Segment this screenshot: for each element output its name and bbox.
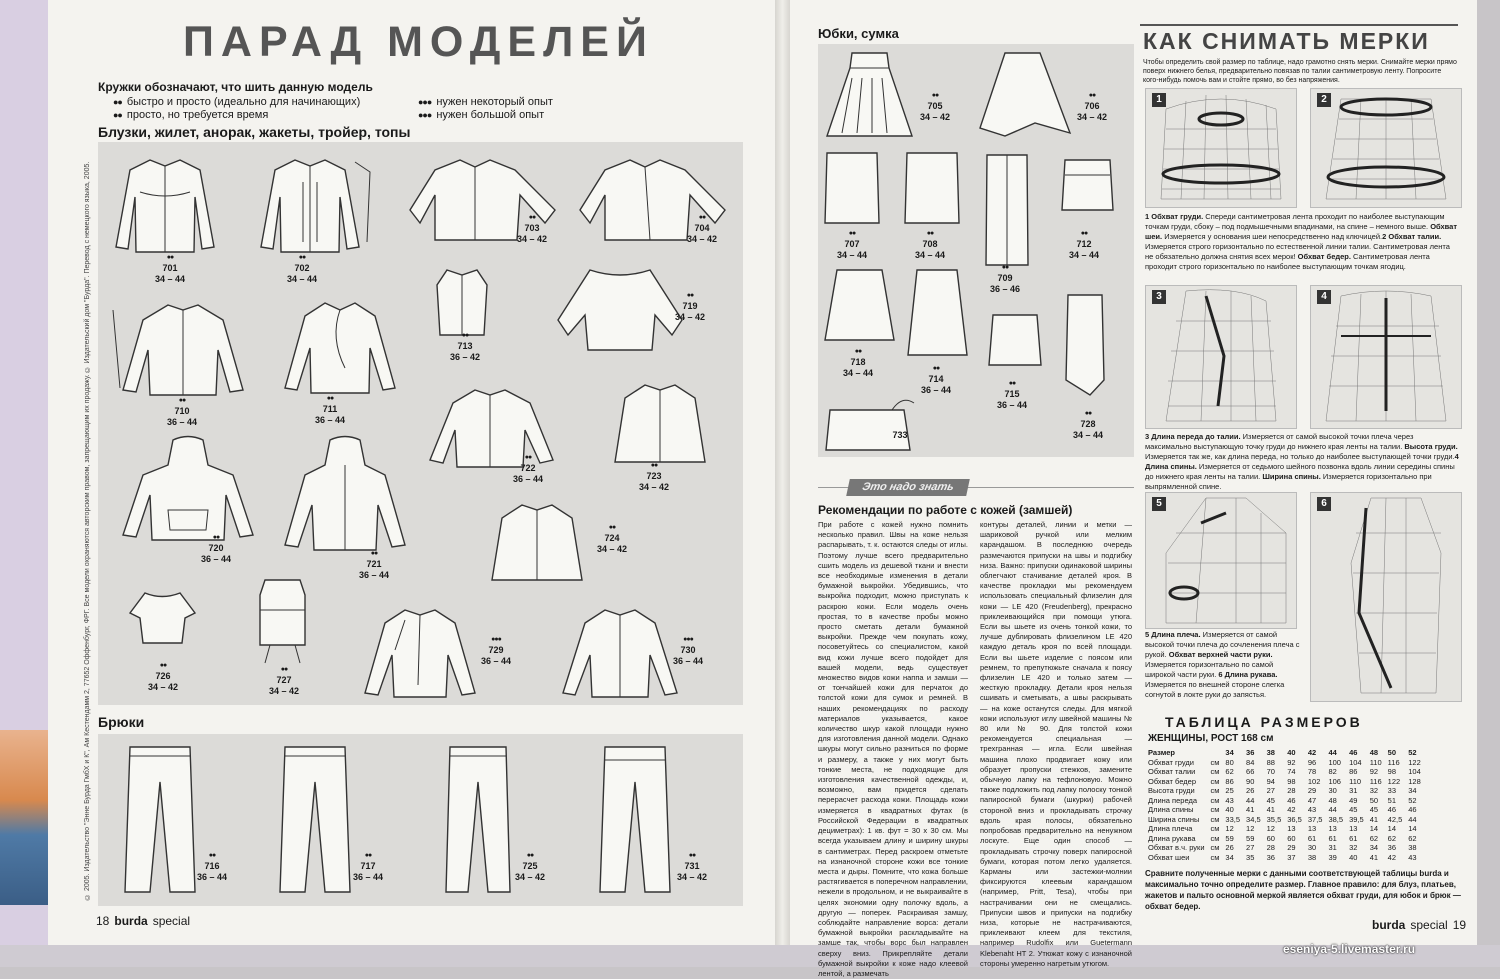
section-heading-tops: Блузки, жилет, анорак, жакеты, тройер, топы (98, 124, 411, 140)
table-header-cell: 46 (1349, 748, 1358, 758)
table-cell: 82 (1328, 767, 1337, 777)
model-label: ●● 717 36 – 44 (352, 852, 384, 882)
table-cell: 116 (1387, 757, 1400, 767)
table-header-cell: 52 (1408, 748, 1417, 758)
page-footer-right: burda special 19 (1372, 918, 1467, 932)
table-header-cell: 36 (1246, 748, 1255, 758)
jacket-sketch (610, 380, 710, 470)
table-cell: 74 (1287, 767, 1296, 777)
model-label: ●● 716 36 – 44 (196, 852, 228, 882)
table-header-cell: 50 (1387, 748, 1396, 758)
table-row (1145, 758, 1424, 768)
dots-icon: ●● (113, 110, 122, 120)
model-label: ●● 710 36 – 44 (166, 397, 198, 427)
measure-panel: 1 (1145, 88, 1297, 208)
rec-text-col1: При работе с кожей нужно помнить несколько правил. Швы на коже нельзя распарывать, т. к. остаются следы от иглы. Поэтому лучше всего предварительно сшить модель из дешевой ткани и внести все необходимые изменения в детали бумажной выкройки. Убедившись, что выкройка подходит, можно приступать к раскрою кожи. Если модель очень простая, то в качестве пробы можно просто сметать детали бумажной выкройки. Прежде чем покупать кожу, посоветуйтесь со специалистом, какой вид кожи лучше всего подойдет для вашей модели, ведь существует множество видов кожи наппа и замши — от тончайшей кожи для перчаток до толстой кожи для сумок и ремней. В наших рекомендациях по расходу материалов указывается, какое количество шкур какой площади нужно для изготовления данной модели. Однако шкуры могут сильно разниться по форме и размеру, а также у них могут быть тонкие места, не подходящие для изготовления качественной одежды, и, возможно, вам придется сделать перерасчет расхода кожи. Площадь кожи измеряется в квадратных футах (в Российской Федерации в квадратных дециметрах): 1 кв. фут = 30 х 30 см. Мы всегда указываем длину и ширину шкуры в сантиметрах. Перед раскроем отметьте на изнаночной стороне кожи все тонкие места и дыры. Помните, что кожа больше растягивается в поперечном направлении, нежели в продольном, и не выкраивайте в целях экономии одну полочку вдоль, а другую — поперек. Раскраивая замшу, соблюдайте направление ворса: детали бумажной выкройки раскладывайте на замше так, чтобы ворс был направлен сверху вниз. Прикрепляйте детали бумажной выкройки к коже надо клеевой лентой, а размечать (818, 520, 968, 978)
table-cell: 78 (1307, 767, 1317, 777)
table-cell: 70 (1266, 767, 1275, 777)
model-label: ●● 709 36 – 46 (989, 264, 1021, 294)
table-cell: 13 (1287, 824, 1296, 834)
table-cell: 26 (1246, 786, 1255, 796)
table-cell: 41 (1369, 814, 1379, 824)
table-cell: 30 (1328, 786, 1337, 796)
table-cell: 13 (1349, 824, 1358, 834)
bag-sketch (822, 395, 917, 455)
table-cell: 106 (1328, 776, 1341, 786)
table-row (1145, 777, 1424, 787)
table-cell: 110 (1369, 757, 1382, 767)
model-label: ●● 725 34 – 42 (514, 852, 546, 882)
model-label: ●●● 730 36 – 44 (672, 636, 704, 666)
table-cell: 96 (1307, 757, 1317, 767)
table-cell: 14 (1387, 824, 1396, 834)
table-cell: 29 (1307, 786, 1317, 796)
table-cell: 110 (1349, 776, 1362, 786)
table-cell: см (1210, 833, 1220, 843)
table-cell: 42 (1387, 852, 1396, 862)
torso-shoulder-icon (1146, 493, 1296, 628)
model-label: ●● 708 34 – 44 (914, 230, 946, 260)
table-cell: 116 (1369, 776, 1382, 786)
table-cell: 39 (1328, 852, 1337, 862)
model-label: ●● 720 36 – 44 (200, 534, 232, 564)
table-cell: Обхват талии (1148, 767, 1196, 777)
legend-heading: Кружки обозначают, что шить данную модель (98, 80, 373, 94)
table-header-cell: 44 (1328, 748, 1337, 758)
table-cell: 46 (1287, 795, 1296, 805)
table-cell: 26 (1225, 843, 1234, 853)
skirt-sketch (985, 310, 1045, 370)
skirt-sketch (1060, 155, 1115, 215)
table-cell: 61 (1349, 833, 1358, 843)
bottom-bar (0, 945, 1500, 967)
table-row (1145, 767, 1424, 777)
legend-item: ●●● нужен большой опыт (418, 109, 545, 121)
model-label: ●● 718 34 – 44 (842, 348, 874, 378)
table-cell: 52 (1408, 795, 1417, 805)
table-cell: 90 (1246, 776, 1255, 786)
table-cell: 44 (1408, 814, 1417, 824)
top-sketch (250, 575, 315, 670)
table-cell: 104 (1408, 767, 1421, 777)
table-cell: Высота груди (1148, 786, 1195, 796)
table-cell: Длина переда (1148, 795, 1197, 805)
table-cell: Ширина спины (1148, 814, 1200, 824)
table-cell: 62 (1225, 767, 1234, 777)
table-cell: 102 (1307, 776, 1321, 786)
torso-front-icon (1146, 89, 1296, 207)
section-heading-pants: Брюки (98, 714, 145, 730)
model-label: ●● 711 36 – 44 (314, 395, 346, 425)
measure-text-3-4: 3 Длина переда до талии. Измеряется от самой высокой точки плеча через максимально выступающую точку груди до нижнего края ленты на талии. Высота груди. Измеряется так же, как длина переда, но только до наиболее выступающей точки груди.4 Длина спины. Измеряется от седьмого шейного позвонка вдоль линии середины спины до нижнего края ленты на талии. Ширина спины. Измеряется горизонтально при выпрямленной спине. (1145, 432, 1459, 491)
table-cell: Обхват груди (1148, 757, 1194, 767)
table-cell: 27 (1246, 843, 1255, 853)
model-label: ●● 719 34 – 42 (674, 292, 706, 322)
skirt-sketch (822, 48, 917, 143)
table-header-cell: 48 (1369, 748, 1379, 758)
top-sketch (125, 588, 200, 648)
skirt-sketch (822, 265, 897, 345)
table-cell: 13 (1328, 824, 1337, 834)
table-row (1145, 853, 1424, 863)
table-cell: 37 (1287, 852, 1296, 862)
table-cell: см (1210, 767, 1220, 777)
table-header-cell: 34 (1225, 748, 1234, 758)
table-cell: Длина спины (1148, 805, 1194, 815)
table-cell: 38 (1408, 843, 1417, 853)
anorak-sketch (108, 300, 258, 400)
table-cell: 104 (1349, 757, 1362, 767)
table-cell: 41 (1266, 805, 1275, 815)
model-label: ●● 721 36 – 44 (358, 550, 390, 580)
rec-text-col2: контуры деталей, линии и метки — шариковой ручкой или мелким карандашом. В последнюю очередь размечаются припуски на швы и подгибку низа. Важно: припуски одинаковой ширины облегчают стачивание деталей кроя. В качестве прокладки мы рекомендуем использовать специальный флизелин для кожи — LE 420 (Freudenberg), прекрасно приклеивающийся при помощи утюга. Если вы шьете из очень тонкой кожи, то лучше дублировать флизелином LE 420 каждую деталь кроя по всей площади. Если вы шьете изделие с поясом или ремнем, то препутюжьте сначала к поясу флизелин LE 420 и только затем — жесткую прокладку. Детали кроя нельзя сшивать и сметывать, а швы раскрывать — на коже останутся следы. Для мягкой кожи используют иглу швейной машины № 80 или № 90. Для толстой кожи рекомендуется специальная — трехгранная — игла. Если швейная машина плохо продвигает кожу или образует пропуски стежков, замените обычную лапку на тефлоновую. Можно также подложить под лапку полоску тонкой папиросной бумаги (шкурки) рабочей стороной вниз и прокладывать строчку вдоль края полосы, обязательно попробовав предварительно на ненужном лоскуте. Еще один способ — прокладывать строчку поверх папиросной бумаги, которая потом легко удаляется. Карманы или застежки-молнии фиксируются клеевым карандашом (например, Pritt, Tesa), чтобы при настрачивании они не смещались. Припуски швов и припуски на подгибку низа, которые не настрачиваются, приклеивают клеем для текстиля, например Rudolfix или Guetermann Klebenaht HT 2. Утюжат кожу с изнаночной стороны умеренно нагретым утюгом. (980, 520, 1132, 968)
table-cell: 33,5 (1225, 814, 1241, 824)
table-cell: 40 (1225, 805, 1234, 815)
table-cell: см (1210, 814, 1220, 824)
blouse-sketch (255, 152, 375, 257)
table-cell: 43 (1225, 795, 1234, 805)
jacket-sketch (555, 605, 685, 700)
table-header-cell: 42 (1307, 748, 1317, 758)
table-header-cell: 40 (1287, 748, 1296, 758)
top-sketch (550, 260, 690, 355)
table-header-cell: 38 (1266, 748, 1275, 758)
table-row (1145, 843, 1424, 853)
model-label: ●● 714 36 – 44 (920, 365, 952, 395)
torso-side-icon (1146, 286, 1296, 428)
table-cell: 36 (1387, 843, 1396, 853)
table-cell: см (1210, 795, 1220, 805)
skirt-sketch (975, 48, 1075, 143)
table-cell: 46 (1408, 805, 1417, 815)
table-header-row (1145, 748, 1424, 758)
trousers-sketch (438, 742, 518, 897)
table-cell: 33 (1387, 786, 1396, 796)
model-label: ●● 715 36 – 44 (996, 380, 1028, 410)
page-footer-left: 18 burda special (96, 914, 191, 928)
table-cell: 45 (1369, 805, 1379, 815)
page-title: ПАРАД МОДЕЛЕЙ (183, 18, 654, 66)
copyright-note: © 2005. Издательство "Энне Бурда ГмбХ и К", Ам Кестендамм 2, 77652 Оффенбург, ФРГ. Все модели охраняются авторским правом, запрещающим их продажу. © Издательский дом "Бурда". Перевод с немецкого языка, 2005. (84, 161, 91, 900)
table-cell: 40 (1349, 852, 1358, 862)
model-label: ●● 728 34 – 44 (1072, 410, 1104, 440)
table-cell: 28 (1266, 843, 1275, 853)
model-label: ●● 724 34 – 42 (596, 524, 628, 554)
model-label: ●● 703 34 – 42 (516, 214, 548, 244)
table-cell: 27 (1266, 786, 1275, 796)
table-cell: 39,5 (1349, 814, 1364, 824)
table-row (1145, 786, 1424, 796)
table-cell: 35 (1246, 852, 1255, 862)
model-label: ●● 702 34 – 44 (286, 254, 318, 284)
table-row (1145, 805, 1424, 815)
know-badge: Это надо знать (846, 479, 970, 496)
measure-panel: 5 (1145, 492, 1297, 629)
compare-note: Сравните полученные мерки с данными соответствующей таблицы burda и максимально точно определите размер. Главное правило: для блуз, платьев, жакетов и пальто основной меркой является обхват груди, для юбок и брюк — обхват бедер. (1145, 869, 1461, 911)
table-cell: см (1210, 776, 1220, 786)
table-cell: см (1210, 786, 1220, 796)
table-cell: 12 (1266, 824, 1275, 834)
table-cell: 46 (1387, 805, 1396, 815)
model-label: ●● 705 34 – 42 (919, 92, 951, 122)
divider (1140, 24, 1458, 26)
table-cell: 44 (1246, 795, 1255, 805)
measure-panel: 3 (1145, 285, 1297, 429)
table-cell: 61 (1307, 833, 1317, 843)
table-cell: 34 (1408, 786, 1417, 796)
skirt-sketch (822, 148, 882, 228)
table-cell: 34,5 (1246, 814, 1261, 824)
model-label: 733 (892, 430, 908, 440)
model-label: ●● 706 34 – 42 (1076, 92, 1108, 122)
table-cell: 31 (1328, 843, 1337, 853)
table-cell: 32 (1369, 786, 1379, 796)
trousers-sketch (120, 742, 200, 897)
model-label: ●● 704 34 – 42 (686, 214, 718, 244)
watermark: eseniya-5.livemaster.ru (1283, 942, 1416, 956)
model-label: ●● 723 34 – 42 (638, 462, 670, 492)
legend-item: ●●● нужен некоторый опыт (418, 96, 553, 108)
trousers-sketch (275, 742, 355, 897)
legend-item: ●● быстро и просто (идеально для начинающих) (113, 96, 361, 108)
table-cell: 122 (1408, 757, 1421, 767)
left-margin-strip (0, 0, 48, 967)
section-heading-skirts: Юбки, сумка (818, 26, 899, 41)
table-row (1145, 815, 1424, 825)
table-cell: 47 (1307, 795, 1317, 805)
skirt-sketch (902, 148, 962, 228)
table-cell: 61 (1328, 833, 1337, 843)
table-cell: 60 (1287, 833, 1296, 843)
table-cell: 28 (1287, 786, 1296, 796)
child-photo (0, 730, 48, 905)
table-cell: 34 (1369, 843, 1379, 853)
table-cell: 60 (1266, 833, 1275, 843)
model-label: ●● 722 36 – 44 (512, 454, 544, 484)
table-cell: 30 (1307, 843, 1317, 853)
size-table-subtitle: ЖЕНЩИНЫ, РОСТ 168 см (1148, 733, 1274, 744)
measure-text-1-2: 1 Обхват груди. Спереди сантиметровая лента проходит по наиболее выступающим точкам груди, сбоку – под подмышечными впадинами, на спине – немного выше. Обхват шеи. Измеряется у основания шеи непосредственно над ключицей.2 Обхват талии. Измеряется строго горизонтально по естественной линии талии. Сантиметровая лента не обязательно должна снятия всех мерок! Обхват бедер. Сантиметровая лента проходит строго горизонтально по наиболее выступающим точкам ягодиц. (1145, 212, 1457, 271)
skirt-sketch (905, 265, 970, 360)
table-cell: 14 (1408, 824, 1417, 834)
table-header-cell (1208, 748, 1223, 758)
model-label: ●● 731 34 – 42 (676, 852, 708, 882)
table-cell: 34 (1225, 852, 1234, 862)
table-cell: 80 (1225, 757, 1234, 767)
trousers-sketch (595, 742, 675, 897)
table-cell: см (1210, 757, 1220, 767)
table-cell: 42,5 (1387, 814, 1403, 824)
table-cell: 41 (1246, 805, 1255, 815)
model-label: ●● 727 34 – 42 (268, 666, 300, 696)
table-cell: 62 (1369, 833, 1379, 843)
table-cell: Обхват бедер (1148, 776, 1196, 786)
hooded-anorak-sketch (118, 435, 258, 545)
measure-panel: 4 (1310, 285, 1462, 429)
table-cell: 12 (1246, 824, 1255, 834)
torso-hips-icon (1311, 89, 1461, 207)
table-cell: Обхват в.ч. руки (1148, 843, 1205, 853)
table-cell: 45 (1349, 805, 1358, 815)
table-cell: 84 (1246, 757, 1255, 767)
table-cell: 38,5 (1328, 814, 1344, 824)
table-cell: 25 (1225, 786, 1234, 796)
model-label: ●● 713 36 – 42 (449, 332, 481, 362)
table-cell: см (1210, 824, 1220, 834)
table-cell: 42 (1287, 805, 1296, 815)
table-cell: 43 (1307, 805, 1317, 815)
dots-icon: ●●● (418, 97, 432, 107)
table-cell: 35,5 (1266, 814, 1282, 824)
page-gutter (775, 0, 790, 945)
table-cell: 48 (1328, 795, 1337, 805)
table-cell: 66 (1246, 767, 1255, 777)
howto-title: КАК СНИМАТЬ МЕРКИ (1143, 28, 1430, 54)
table-row (1145, 796, 1424, 806)
table-cell: 92 (1287, 757, 1296, 767)
table-cell: 92 (1369, 767, 1379, 777)
table-cell: 88 (1266, 757, 1275, 767)
table-cell: 51 (1387, 795, 1396, 805)
table-cell: 62 (1408, 833, 1417, 843)
table-header-cell: Размер (1148, 748, 1176, 758)
table-cell: 36 (1266, 852, 1275, 862)
table-cell: 43 (1408, 852, 1417, 862)
jacket-sketch (487, 500, 587, 590)
table-cell: 86 (1225, 776, 1234, 786)
table-row (1145, 824, 1424, 834)
table-cell: 86 (1349, 767, 1358, 777)
size-table (1145, 748, 1424, 862)
measure-panel: 6 (1310, 492, 1462, 702)
model-label: ●● 712 34 – 44 (1068, 230, 1100, 260)
legend-item: ●● просто, но требуется время (113, 109, 269, 121)
table-cell: см (1210, 843, 1220, 853)
table-row (1145, 834, 1424, 844)
table-cell: 41 (1369, 852, 1379, 862)
torso-back-icon (1311, 286, 1461, 428)
vest-sketch (432, 265, 492, 340)
blouse-sketch (275, 298, 405, 398)
table-cell: 50 (1369, 795, 1379, 805)
table-cell: Длина плеча (1148, 824, 1193, 834)
dots-icon: ●● (113, 97, 122, 107)
table-cell: 94 (1266, 776, 1275, 786)
skirt-sketch (1060, 290, 1110, 400)
table-cell: 12 (1225, 824, 1234, 834)
table-cell: см (1210, 852, 1220, 862)
howto-intro: Чтобы определить свой размер по таблице, надо грамотно снять мерки. Снимайте мерки прямо поверх нижнего белья, предварительно повязав по талии сантиметровую ленту. Попросите кого-нибудь помочь вам и стойте прямо, во без напряжения. (1143, 59, 1457, 84)
size-table-title: ТАБЛИЦА РАЗМЕРОВ (1165, 714, 1363, 730)
table-cell: 32 (1349, 843, 1358, 853)
dots-icon: ●●● (418, 110, 432, 120)
table-cell: 59 (1246, 833, 1255, 843)
table-cell: 29 (1287, 843, 1296, 853)
table-cell: 14 (1369, 824, 1379, 834)
model-label: ●● 726 34 – 42 (147, 662, 179, 692)
table-cell: 100 (1328, 757, 1341, 767)
model-label: ●● 707 34 – 44 (836, 230, 868, 260)
table-cell: 36,5 (1287, 814, 1302, 824)
table-cell: 59 (1225, 833, 1234, 843)
table-cell: 98 (1287, 776, 1296, 786)
table-cell: 62 (1387, 833, 1396, 843)
table-cell: 98 (1387, 767, 1396, 777)
hooded-jacket-sketch (280, 435, 410, 555)
torso-arm-icon (1311, 493, 1461, 701)
table-cell: Обхват шеи (1148, 852, 1190, 862)
table-cell: 45 (1266, 795, 1275, 805)
model-label: ●●● 729 36 – 44 (480, 636, 512, 666)
table-cell: 122 (1387, 776, 1401, 786)
table-cell: Длина рукава (1148, 833, 1196, 843)
table-cell: 128 (1408, 776, 1421, 786)
table-cell: 38 (1307, 852, 1317, 862)
table-cell: 13 (1307, 824, 1317, 834)
jacket-sketch (360, 605, 480, 700)
table-cell: 31 (1349, 786, 1358, 796)
rec-heading: Рекомендации по работе с кожей (замшей) (818, 503, 1073, 517)
table-cell: 49 (1349, 795, 1358, 805)
measure-text-5-6: 5 Длина плеча. Измеряется от самой высокой точки плеча до сочленения плеча с рукой. Обхват верхней части руки. Измеряется горизонтально по самой широкой части руки. 6 Длина рукава. Измеряется по внешней стороне слегка согнутой в локте руки до запястья. (1145, 630, 1300, 699)
skirt-sketch (982, 150, 1032, 270)
table-cell: см (1210, 805, 1220, 815)
measure-panel: 2 (1310, 88, 1462, 208)
model-label: ●● 701 34 – 44 (154, 254, 186, 284)
blouse-sketch (110, 152, 220, 257)
table-cell: 37,5 (1307, 814, 1323, 824)
table-cell: 44 (1328, 805, 1337, 815)
